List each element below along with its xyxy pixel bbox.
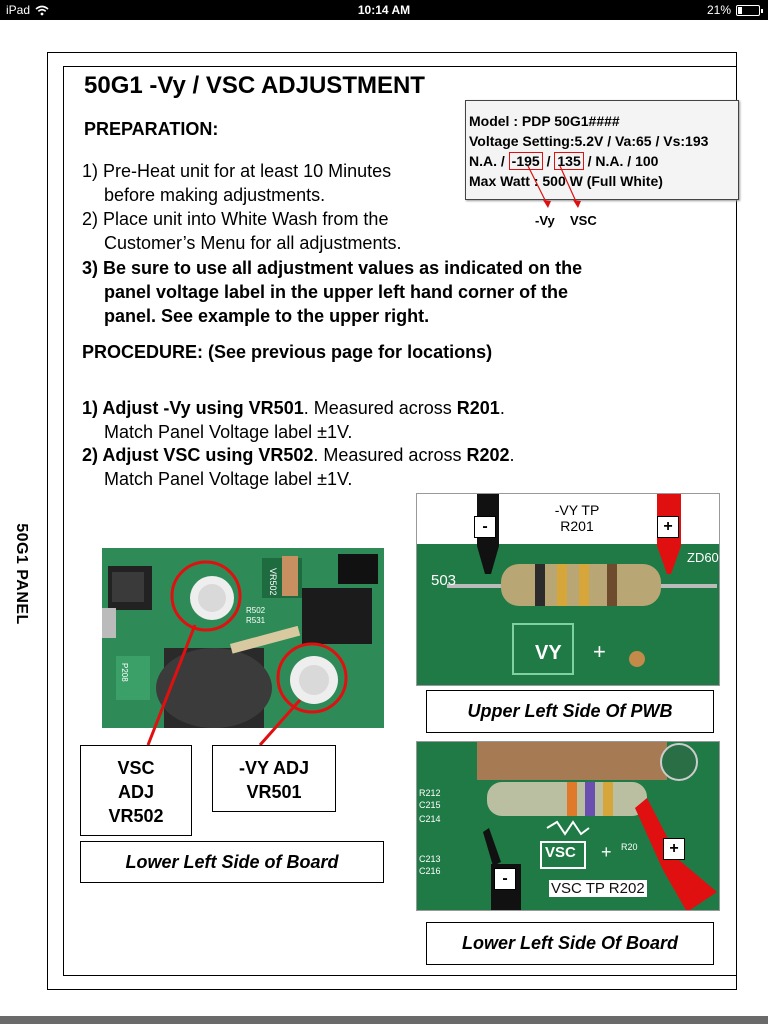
vy-tp-label	[517, 502, 637, 534]
proc-step-2	[82, 443, 515, 491]
page-title: 50G1 -Vy / VSC ADJUSTMENT	[84, 72, 425, 99]
vsc-tp-label: VSC TP R202	[551, 880, 645, 897]
proc-step-2-line2: Match Panel Voltage label ±1V.	[104, 469, 353, 489]
prep-step-1-line1: 1) Pre-Heat unit for at least 10 Minutes	[82, 161, 392, 181]
proc-step-2-resistor: R202	[466, 445, 510, 465]
status-right	[707, 3, 760, 17]
probe-minus-upper: -	[474, 516, 496, 538]
prep-step-2-line2: Customer’s Menu for all adjustments.	[104, 233, 402, 253]
silk-vy: VY	[535, 642, 562, 664]
proc-step-1-bold: 1) Adjust -Vy using VR501	[82, 398, 304, 418]
silk-c214: C214	[419, 814, 441, 824]
proc-step-1-end: .	[499, 398, 505, 418]
prep-step-3-line3: panel. See example to the upper right.	[104, 306, 430, 326]
vy-tp-line2: R201	[560, 518, 594, 534]
preparation-heading: PREPARATION:	[84, 119, 219, 139]
status-bar	[0, 0, 768, 20]
callout-vsc-line2: ADJ	[117, 782, 154, 802]
probe-minus-lower: -	[494, 868, 516, 890]
proc-step-2-end: .	[509, 445, 515, 465]
arrow-label-vsc: VSC	[570, 213, 597, 228]
silk-plus: +	[593, 639, 606, 664]
device-name: iPad	[6, 3, 31, 17]
label-vsc-value: 135	[554, 152, 583, 170]
proc-step-1-resistor: R201	[456, 398, 500, 418]
label-voltage-setting: Voltage Setting:5.2V / Va:65 / Vs:193	[469, 133, 709, 149]
proc-step-2-bold: 2) Adjust VSC using VR502	[82, 445, 314, 465]
silk-r531: R531	[246, 616, 266, 625]
silk-r212: R212	[419, 788, 441, 798]
label-max-watt: Max Watt : 500 W (Full White)	[469, 173, 663, 189]
silk-503: 503	[431, 572, 457, 589]
silk-r20: R20	[621, 842, 638, 852]
callout-vy-line2: VR501	[246, 782, 302, 802]
label-arrows	[520, 160, 620, 212]
proc-step-1-text: . Measured across	[303, 398, 457, 418]
silk-r502: R502	[246, 606, 266, 615]
battery-icon	[736, 5, 760, 16]
caption-upper-left-pwb: Upper Left Side Of PWB	[426, 690, 714, 733]
callout-vsc-adj	[80, 745, 192, 836]
silk-c216: C216	[419, 866, 441, 876]
photo-lower-right-board	[416, 741, 720, 911]
silk-vsc: VSC	[545, 844, 576, 861]
silk-p208: P208	[120, 663, 129, 682]
silk-c213: C213	[419, 854, 441, 864]
callout-vsc-line1: VSC	[117, 758, 155, 778]
label-vy-value: -195	[509, 152, 543, 170]
prep-step-3-line1: 3) Be sure to use all adjustment values as indicated on the	[82, 258, 583, 278]
prep-step-3-line2: panel voltage label in the upper left hand corner of the	[104, 282, 569, 302]
procedure-heading: PROCEDURE: (See previous page for locations)	[82, 342, 493, 362]
proc-step-1	[82, 396, 505, 444]
label-na-prefix: N.A. /	[469, 153, 505, 169]
callout-lines	[100, 560, 400, 760]
label-sep: /	[546, 153, 551, 169]
bottom-edge	[0, 1016, 768, 1024]
side-label	[6, 510, 36, 640]
arrow-label-vy: -Vy	[535, 213, 555, 228]
side-label-text: 50G1 PANEL	[13, 523, 30, 625]
vy-tp-line1: -VY TP	[554, 502, 600, 518]
label-na-suffix: / N.A. / 100	[587, 153, 659, 169]
prep-step-2	[82, 207, 401, 255]
proc-step-2-text: . Measured across	[313, 445, 467, 465]
silk-zd60: ZD60	[687, 550, 719, 565]
probe-plus-lower: +	[663, 838, 685, 860]
prep-step-1	[82, 159, 391, 207]
callout-vsc-line3: VR502	[108, 806, 164, 826]
silk-vr502: VR502	[268, 568, 278, 596]
callout-vy-adj	[212, 745, 336, 812]
status-time: 10:14 AM	[357, 3, 411, 17]
prep-step-1-line2: before making adjustments.	[104, 185, 326, 205]
silk-c215: C215	[419, 800, 441, 810]
caption-lower-left-board: Lower Left Side of Board	[80, 841, 384, 883]
prep-step-2-line1: 2) Place unit into White Wash from the	[82, 209, 389, 229]
callout-vy-line1: -VY ADJ	[238, 758, 310, 778]
prep-step-3	[82, 256, 582, 328]
battery-percent: 21%	[706, 3, 731, 17]
proc-step-1-line2: Match Panel Voltage label ±1V.	[104, 422, 353, 442]
caption-lower-left-side-of-board: Lower Left Side Of Board	[426, 922, 714, 965]
silk-plus-lower: +	[601, 842, 612, 862]
label-model: Model : PDP 50G1####	[469, 113, 620, 129]
probe-plus-upper: +	[657, 516, 679, 538]
